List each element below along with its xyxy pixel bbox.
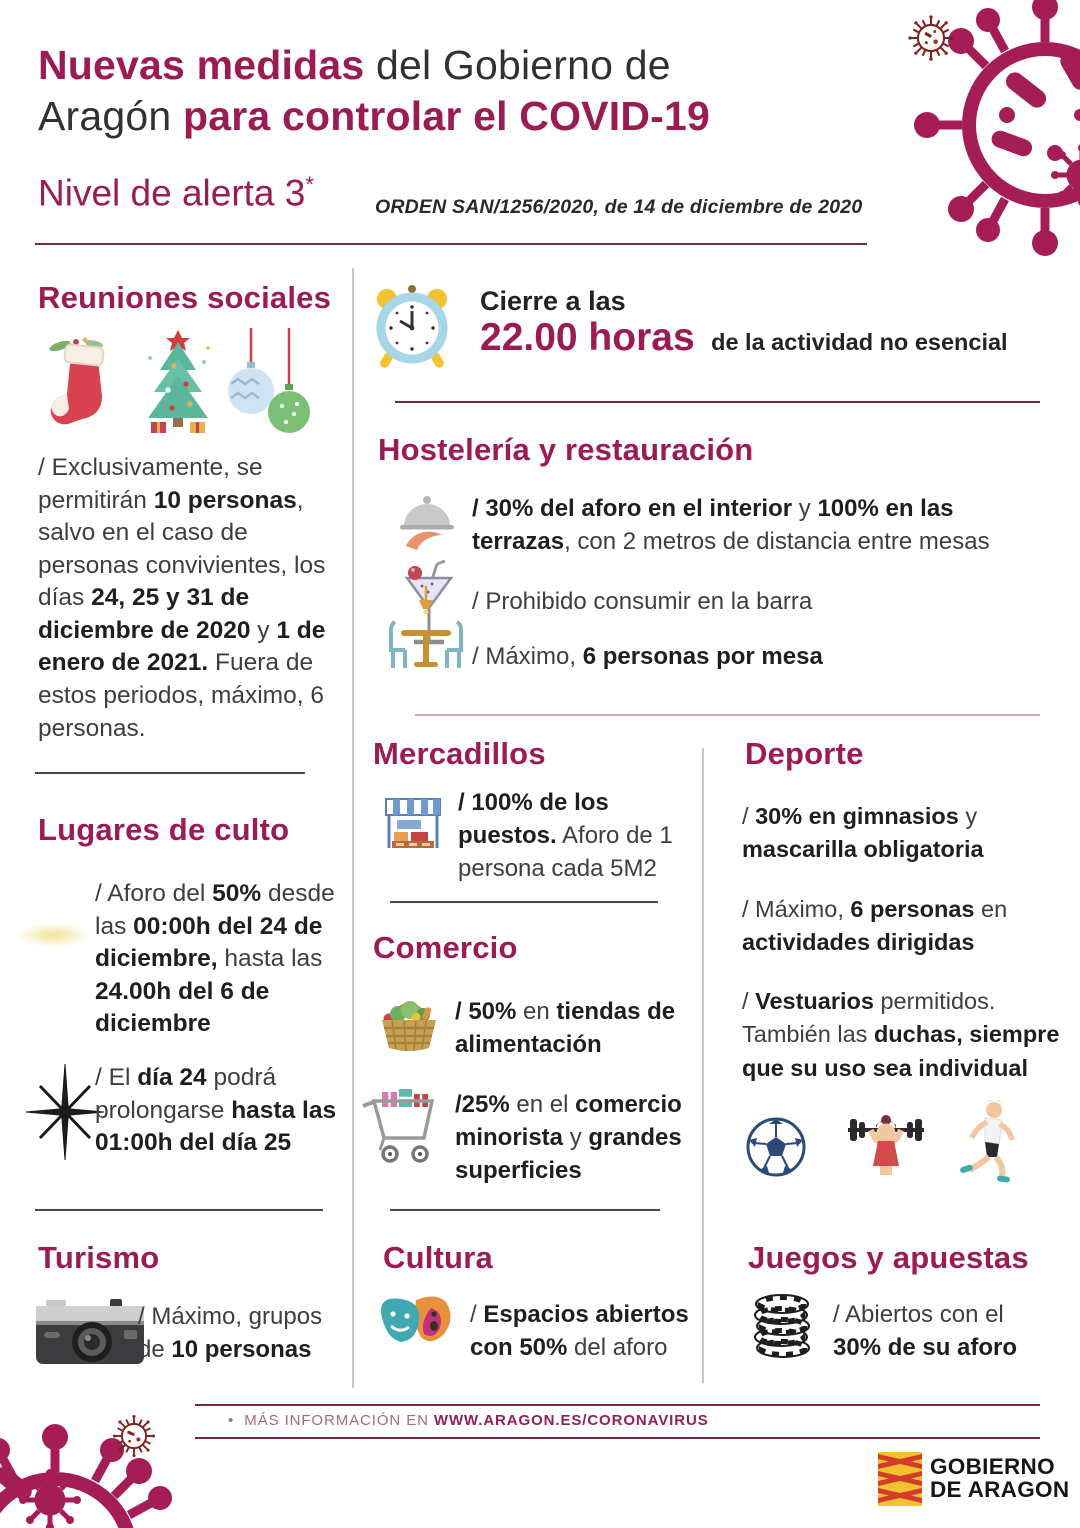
closure-suffix: de la actividad no esencial [711,329,1008,355]
deporte-text-2: / Máximo, 6 personas en actividades dirigidas [742,896,1008,956]
closure-time: 22.00 horas [480,316,695,359]
gobierno-aragon-logo [878,1452,1069,1506]
section-title-hosteleria: Hostelería y restauración [378,432,754,467]
culto-text-2: / El día 24 podrá prolongarse hasta las 01:00h del día 25 [95,1064,337,1157]
divider-reuniones-culto [35,772,305,774]
weightlifter-icon [843,1108,929,1186]
section-title-comercio: Comercio [373,930,518,965]
candle-glow-icon [14,910,94,960]
hosteleria-text-2: / Prohibido consumir en la barra [472,588,813,615]
alarm-clock-icon [372,280,452,372]
page-title [38,40,878,142]
alert-asterisk: * [305,172,314,197]
closure-line2 [480,316,1008,360]
tree-icon [138,328,218,438]
footer-divider-top [195,1404,1040,1406]
alert-level: Nivel de alerta 3* [38,172,314,214]
cultura-text: / Espacios abiertos con 50% del aforo [470,1301,689,1362]
table-chairs-icon [388,586,464,678]
cart-icon [360,1086,446,1166]
mercadillos-text: / 100% de los puestos. Aforo de 1 persona cada 5M2 [458,789,673,883]
cloche-icon [396,490,458,556]
turismo-text: / Máximo, grupos de 10 personas [138,1303,323,1364]
divider-hosteleria [415,714,1040,716]
section-title-culto: Lugares de culto [38,812,290,847]
divider-closure [395,401,1040,403]
footer-info-prefix: MÁS INFORMACIÓN EN [244,1412,434,1429]
hosteleria-text-3: / Máximo, 6 personas por mesa [472,643,823,670]
divider-mercadillos [390,901,658,903]
reuniones-text: / Exclusivamente, se permitirán 10 personas, salvo en el caso de personas convivientes, los días 24, 25 y 31 de diciembre de 2020 y 1 de enero de 2021. Fuera de estos periodos, máximo, 6 personas. [38,454,326,742]
small-virus-icon [108,1410,160,1462]
aragon-flag-icon [878,1452,922,1506]
section-title-juegos: Juegos y apuestas [748,1240,1029,1275]
poker-chips-icon [750,1290,814,1362]
gobierno-aragon-text: GOBIERNO DE ARAGON [930,1454,1070,1502]
camera-icon [34,1294,146,1368]
juegos-text: / Abiertos con el 30% de su aforo [833,1301,1018,1362]
stocking-icon [44,334,114,434]
column-divider-right [702,748,704,1383]
section-title-mercadillos: Mercadillos [373,736,546,771]
footer-divider-bottom [195,1437,1040,1439]
comercio-text-2: /25% en el comercio minorista y grandes superficies [455,1091,682,1185]
deporte-text-3: / Vestuarios permitidos. También las duchas, siempre que su uso sea individual [742,988,1060,1081]
small-virus-icon [903,10,959,66]
hosteleria-text-1: / 30% del aforo en el interior y 100% en las terrazas, con 2 metros de distancia entre mesas [472,495,990,556]
footer-info [228,1412,709,1429]
page-title-line1: Nuevas medidas del Gobierno de [38,42,671,88]
divider-comercio [390,1209,660,1211]
section-title-reuniones: Reuniones sociales [38,280,332,315]
soccer-ball-icon [745,1116,807,1178]
virus-icon [0,1405,205,1528]
column-divider-left [352,268,354,1388]
basket-icon [376,990,442,1056]
footer-info-url: WWW.ARAGON.ES/CORONAVIRUS [433,1412,709,1429]
closure-line1: Cierre a las [480,286,626,316]
header-divider [35,243,867,245]
footer-bullet: • [228,1412,235,1429]
baubles-icon [226,328,316,438]
section-title-deporte: Deporte [745,736,864,771]
culto-text-1: / Aforo del 50% desde las 00:00h del 24 de diciembre, hasta las 24.00h del 6 de diciembre [95,880,335,1038]
page-title-line2: Aragón para controlar el COVID-19 [38,92,710,139]
section-title-turismo: Turismo [38,1240,160,1275]
deporte-text-1: / 30% en gimnasios y mascarilla obligatoria [742,803,984,863]
runner-icon [958,1100,1016,1188]
theater-masks-icon [376,1292,466,1362]
order-reference: ORDEN SAN/1256/2020, de 14 de diciembre de 2020 [375,196,863,218]
divider-culto-turismo [35,1209,323,1211]
comercio-text-1: / 50% en tiendas de alimentación [455,998,676,1059]
market-stall-icon [383,794,443,854]
section-title-cultura: Cultura [383,1240,493,1275]
